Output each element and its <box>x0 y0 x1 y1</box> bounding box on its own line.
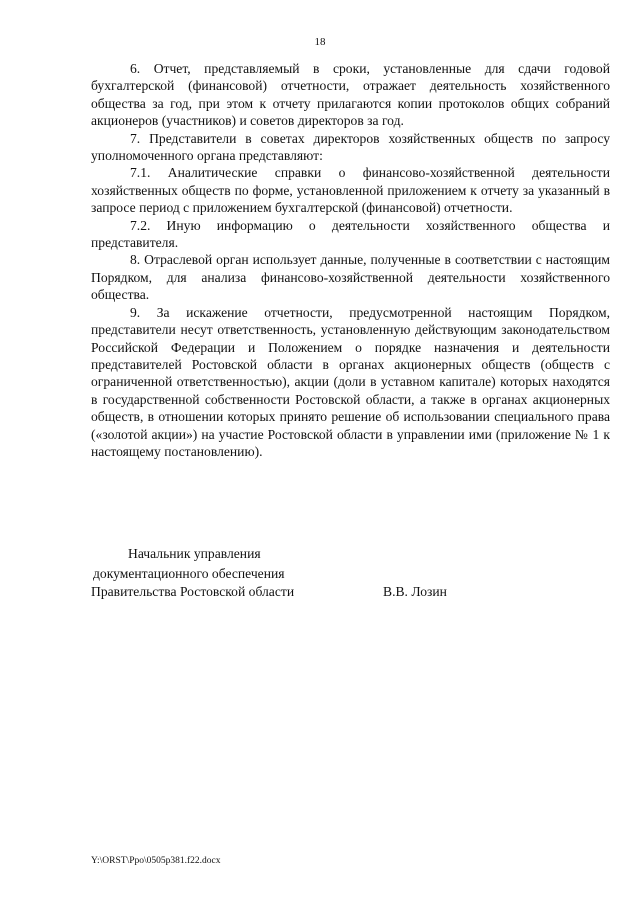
paragraph-6: 6. Отчет, представляемый в сроки, установленные для сдачи годовой бухгалтерской (финансовой) отчетности, отражает деятельность хозяйственного общества за год, при этом к отчету прилагаются копии протоколов общих собраний акционеров (участников) и советов директоров за год. <box>91 61 610 129</box>
paragraph-7-1: 7.1. Аналитические справки о финансово-хозяйственной деятельности хозяйственных обществ по форме, установленной приложением к отчету за указанный в запросе период с приложением бухгалтерской (финансовой) отчетности. <box>91 165 610 216</box>
signature-title-line-2: документационного обеспечения <box>93 566 285 581</box>
document-body <box>91 60 610 460</box>
signatory-name: В.В. Лозин <box>383 584 447 599</box>
paragraph-7-2: 7.2. Иную информацию о деятельности хозяйственного общества и представителя. <box>91 217 610 251</box>
signature-title-line-1: Начальник управления <box>128 546 261 561</box>
paragraph-9: 9. За искажение отчетности, предусмотренной настоящим Порядком, представители несут ответственность, установленную действующим законодательством Российской Федерации и Положением о порядке назначения и деятельности представителей Ростовской области в органах акционерных обществ (обществ с ограниченной ответственностью), акции (доли в уставном капитале) которых находятся в государственной собственности Ростовской области, а также в органах акционерных обществ, в отношении которых принято решение об использовании специального права («золотой акции») на участие Ростовской области в управлении ими (приложение № 1 к настоящему постановлению). <box>91 304 610 459</box>
page-number: 18 <box>314 36 326 48</box>
paragraph-8: 8. Отраслевой орган использует данные, полученные в соответствии с настоящим Порядком, для анализа финансово-хозяйственной деятельности хозяйственного общества. <box>91 252 610 303</box>
footer-file-path: Y:\ORST\Ppo\0505p381.f22.docx <box>91 856 221 866</box>
signature-block <box>91 545 610 605</box>
paragraph-7: 7. Представители в советах директоров хозяйственных обществ по запросу уполномоченного органа представляют: <box>91 130 610 164</box>
signature-title-line-3: Правительства Ростовской области <box>91 584 295 599</box>
